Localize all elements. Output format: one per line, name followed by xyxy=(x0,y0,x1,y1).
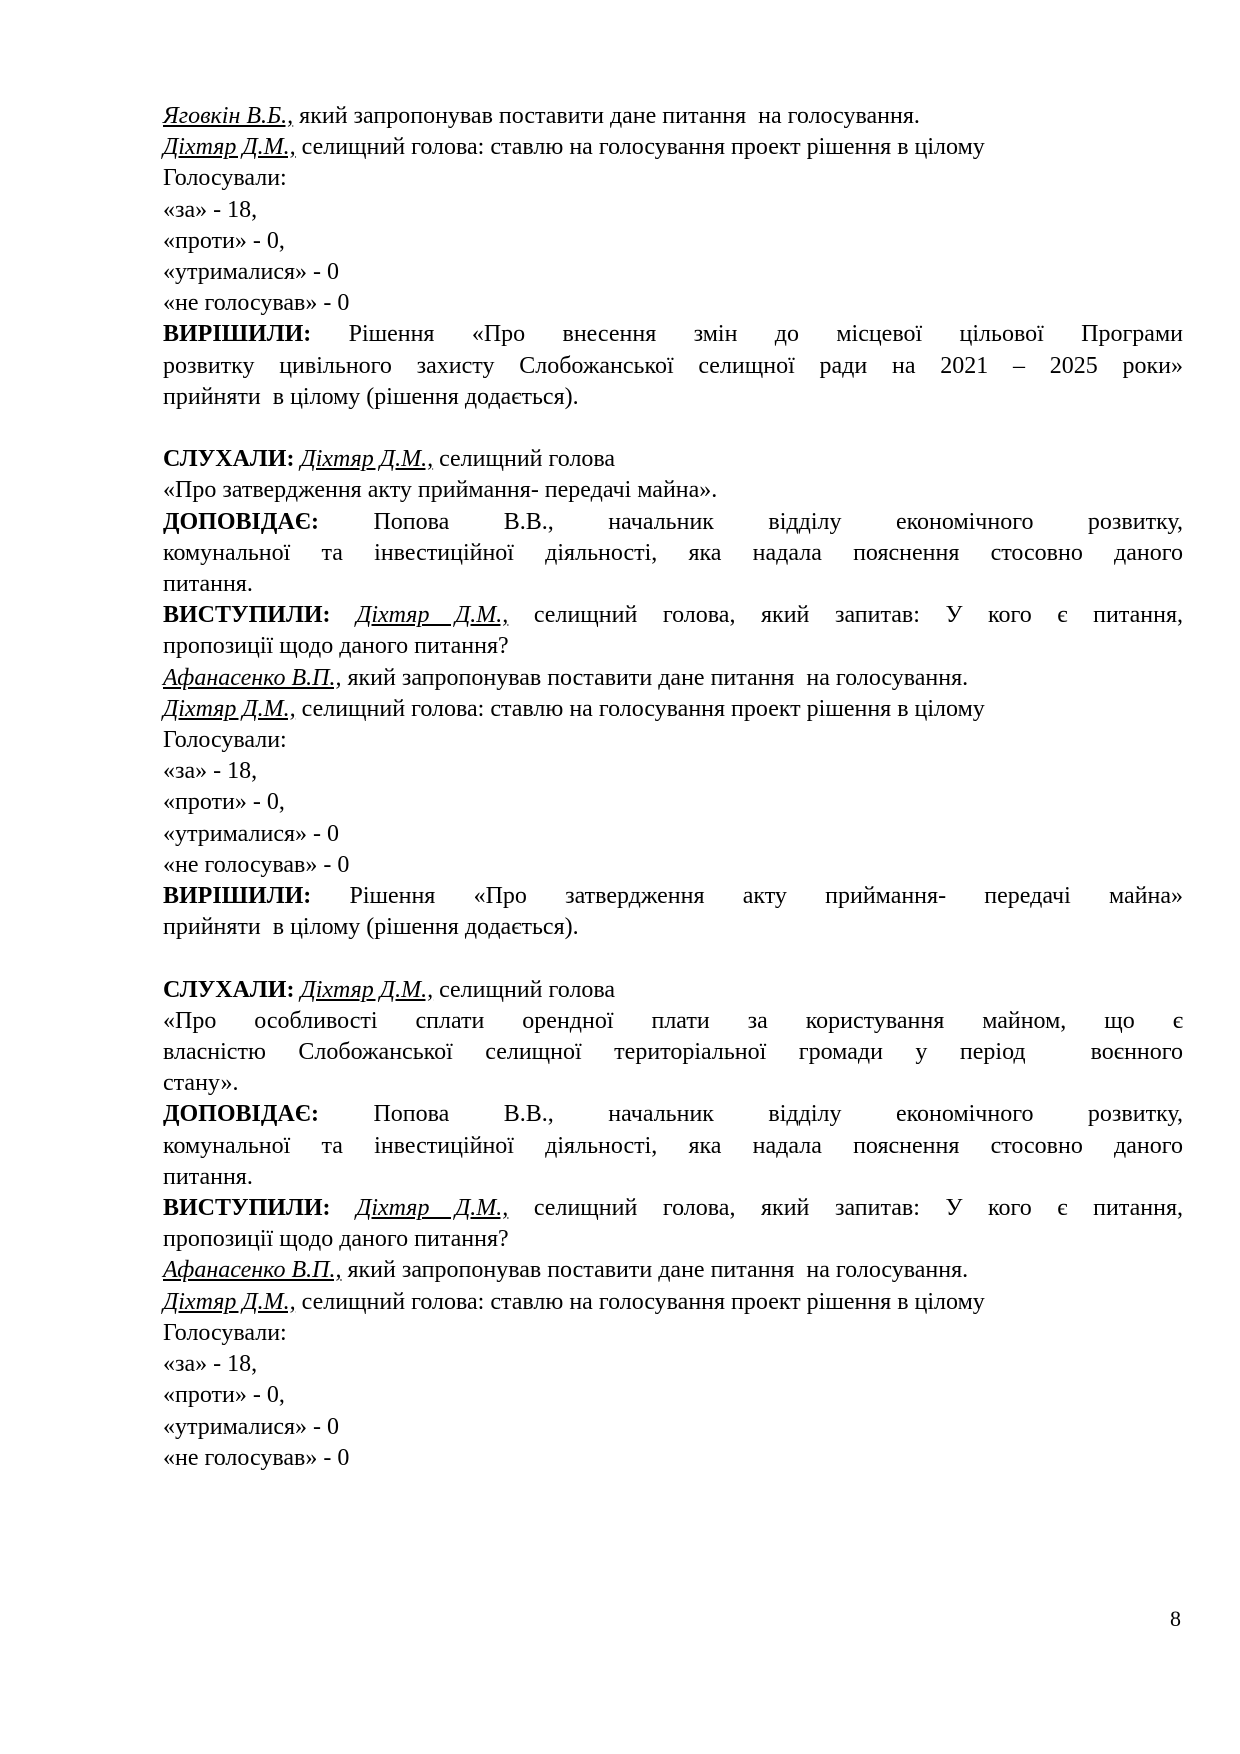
text-line xyxy=(163,1006,1183,1037)
line-text: пропозиції щодо даного питання? xyxy=(163,633,509,660)
person-name: Яговкін В.Б., xyxy=(163,103,294,129)
text-line xyxy=(163,850,1183,881)
section-label: СЛУХАЛИ: xyxy=(163,976,295,1003)
paragraph-gap xyxy=(163,413,1183,444)
text-line xyxy=(163,1131,1183,1162)
line-text: «Про особливості сплати орендної плати за користування майном, що є xyxy=(163,1007,1183,1034)
text-line xyxy=(163,1068,1183,1099)
text-line xyxy=(163,257,1183,288)
line-text: «за» - 18, xyxy=(163,1351,258,1378)
text-line xyxy=(163,1443,1183,1474)
text-line xyxy=(163,1037,1183,1068)
line-text: Попова В.В., начальник відділу економічного розвитку, xyxy=(318,1101,1183,1128)
text-line xyxy=(163,912,1183,943)
text-line xyxy=(163,444,1183,475)
line-text: «утрималися» - 0 xyxy=(163,820,340,847)
person-name: Діхтяр Д.М., xyxy=(163,1288,296,1315)
person-name: Діхтяр Д.М., xyxy=(300,976,434,1003)
person-name: Діхтяр Д.М., xyxy=(356,1195,509,1222)
line-text: «не голосував» - 0 xyxy=(163,1444,350,1471)
person-name: Діхтяр Д.М., xyxy=(163,134,296,161)
text-line xyxy=(163,787,1183,818)
line-text: «утрималися» - 0 xyxy=(163,259,340,286)
line-text: прийняти в цілому (рішення додається). xyxy=(163,914,579,941)
text-line xyxy=(163,1318,1183,1349)
line-text xyxy=(331,602,357,628)
line-text: селищний голова: ставлю на голосування проект рішення в цілому xyxy=(295,134,985,161)
text-line xyxy=(163,1193,1183,1224)
line-text: селищний голова, який запитав: У кого є питання, xyxy=(508,1195,1184,1222)
text-line xyxy=(163,569,1183,600)
text-line xyxy=(163,288,1183,319)
person-name: Діхтяр Д.М., xyxy=(300,446,434,473)
line-text: «проти» - 0, xyxy=(163,789,285,816)
paragraph-gap xyxy=(163,943,1183,974)
line-text xyxy=(331,1195,357,1221)
line-text: селищний голова, який запитав: У кого є питання, xyxy=(508,602,1184,629)
line-text: «утрималися» - 0 xyxy=(163,1413,340,1440)
section-label: ДОПОВІДАЄ: xyxy=(163,508,319,535)
person-name: Афанасенко В.П., xyxy=(163,664,342,691)
text-line xyxy=(163,694,1183,725)
line-text: «не голосував» - 0 xyxy=(163,290,350,317)
section-label: ВИСТУПИЛИ: xyxy=(163,602,331,629)
line-text: «Про затвердження акту приймання- передачі майна». xyxy=(163,477,718,504)
text-line xyxy=(163,319,1183,350)
text-line xyxy=(163,631,1183,662)
text-line xyxy=(163,600,1183,631)
text-line xyxy=(163,756,1183,787)
text-line xyxy=(163,725,1183,756)
text-line xyxy=(163,1380,1183,1411)
text-line xyxy=(163,1099,1183,1130)
line-text: «проти» - 0, xyxy=(163,227,285,254)
line-text: власністю Слобожанської селищної територіальної громади у період воєнного xyxy=(163,1039,1183,1066)
text-line xyxy=(163,663,1183,694)
text-line xyxy=(163,881,1183,912)
text-line xyxy=(163,819,1183,850)
section-label: ВИРІШИЛИ: xyxy=(163,883,312,910)
text-line xyxy=(163,1224,1183,1255)
text-line xyxy=(163,1287,1183,1318)
line-text: «за» - 18, xyxy=(163,758,258,785)
line-text: розвитку цивільного захисту Слобожанської селищної ради на 2021 – 2025 роки» xyxy=(163,352,1183,379)
text-line xyxy=(163,1349,1183,1380)
line-text: Рішення «Про затвердження акту приймання- передачі майна» xyxy=(311,883,1183,910)
line-text: селищний голова xyxy=(433,446,616,473)
line-text: який запропонував поставити дане питання на голосування. xyxy=(341,1257,969,1284)
line-text: Попова В.В., начальник відділу економічного розвитку, xyxy=(318,508,1183,535)
text-line xyxy=(163,195,1183,226)
line-text: Голосували: xyxy=(163,727,287,754)
text-line xyxy=(163,101,1183,132)
text-line xyxy=(163,507,1183,538)
text-line xyxy=(163,226,1183,257)
line-text: який запропонував поставити дане питання на голосування. xyxy=(341,664,969,691)
text-line xyxy=(163,538,1183,569)
text-line xyxy=(163,1255,1183,1286)
line-text: комунальної та інвестиційної діяльності, яка надала пояснення стосовно даного xyxy=(163,539,1183,566)
line-text: комунальної та інвестиційної діяльності, яка надала пояснення стосовно даного xyxy=(163,1132,1183,1159)
line-text: прийняти в цілому (рішення додається). xyxy=(163,383,579,410)
line-text: селищний голова: ставлю на голосування проект рішення в цілому xyxy=(295,1288,985,1315)
line-text: Голосували: xyxy=(163,1319,287,1346)
line-text: селищний голова xyxy=(433,976,616,1003)
line-text: Рішення «Про внесення змін до місцевої цільової Програми xyxy=(311,321,1183,348)
document-body xyxy=(163,101,1183,1474)
page-number: 8 xyxy=(1170,1606,1181,1631)
line-text: «проти» - 0, xyxy=(163,1382,285,1409)
line-text: пропозиції щодо даного питання? xyxy=(163,1226,509,1253)
section-label: ВИРІШИЛИ: xyxy=(163,321,312,348)
line-text: питання. xyxy=(163,571,253,598)
section-label: ВИСТУПИЛИ: xyxy=(163,1195,331,1222)
text-line xyxy=(163,475,1183,506)
line-text: «за» - 18, xyxy=(163,196,258,223)
text-line xyxy=(163,132,1183,163)
text-line xyxy=(163,382,1183,413)
line-text: питання. xyxy=(163,1163,253,1190)
person-name: Діхтяр Д.М., xyxy=(356,602,509,629)
text-line xyxy=(163,351,1183,382)
text-line xyxy=(163,975,1183,1006)
line-text: стану». xyxy=(163,1070,239,1097)
line-text: селищний голова: ставлю на голосування проект рішення в цілому xyxy=(295,695,985,722)
person-name: Афанасенко В.П., xyxy=(163,1257,342,1284)
person-name: Діхтяр Д.М., xyxy=(163,695,296,722)
text-line xyxy=(163,1162,1183,1193)
text-line xyxy=(163,163,1183,194)
line-text: Голосували: xyxy=(163,165,287,192)
text-line xyxy=(163,1412,1183,1443)
section-label: ДОПОВІДАЄ: xyxy=(163,1101,319,1128)
section-label: СЛУХАЛИ: xyxy=(163,446,295,473)
line-text: який запропонував поставити дане питання на голосування. xyxy=(293,103,920,129)
line-text: «не голосував» - 0 xyxy=(163,851,350,878)
